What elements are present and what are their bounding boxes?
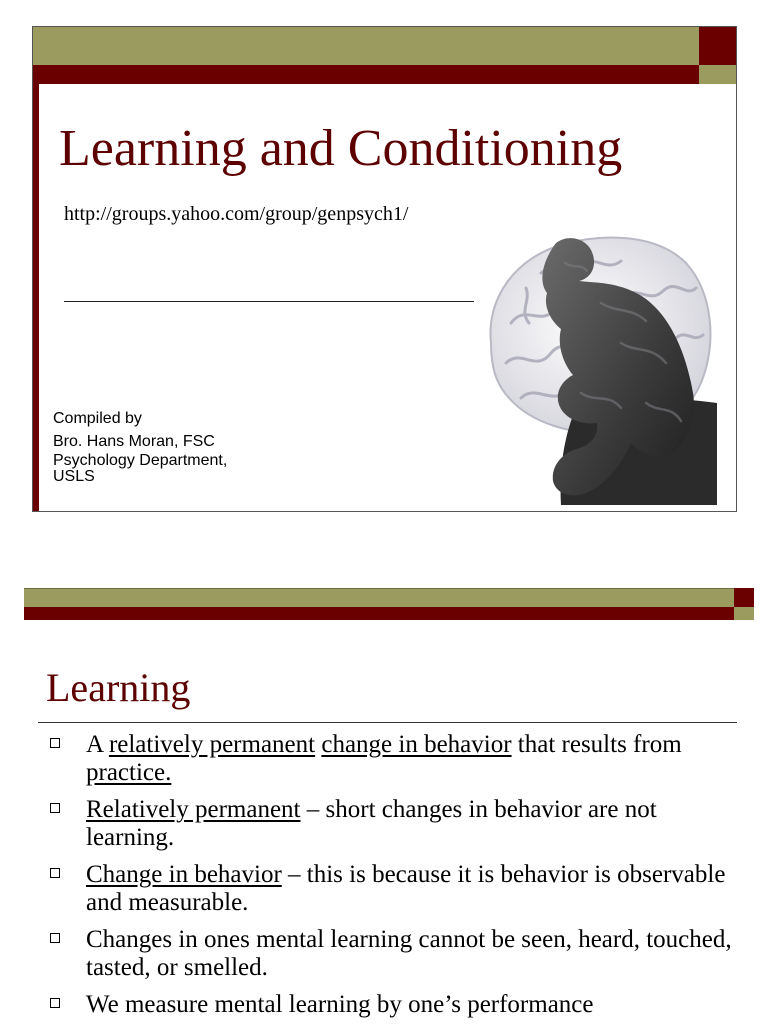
school-name: USLS — [53, 468, 95, 485]
group-url-link[interactable]: http://groups.yahoo.com/group/genpsych1/ — [64, 203, 409, 225]
underlined-term: practice. — [86, 759, 172, 786]
header-red-bar — [24, 607, 734, 620]
bullet-item — [46, 861, 746, 917]
hollow-square-bullet-icon — [50, 868, 60, 878]
title-slide — [32, 26, 737, 512]
bullet-text: – short changes in behavior are not learning. — [86, 796, 657, 851]
underlined-term: Change in behavior — [86, 861, 282, 888]
header-olive-bar — [33, 27, 699, 66]
hollow-square-bullet-icon — [50, 933, 60, 943]
slide-title: Learning — [46, 665, 191, 710]
department-name: Psychology Department, — [53, 452, 228, 469]
slide-title: Learning and Conditioning — [59, 120, 623, 177]
hollow-square-bullet-icon — [50, 803, 60, 813]
bullet-list — [46, 731, 746, 1028]
bullet-text: A — [86, 731, 109, 758]
hollow-square-bullet-icon — [50, 738, 60, 748]
thinker-brain-illustration-icon — [481, 203, 717, 505]
bullet-text: Changes in ones mental learning cannot be seen, heard, touched, tasted, or smelled. — [86, 926, 732, 981]
underlined-term: change in behavior — [321, 731, 512, 758]
bullet-text: – this is because it is behavior is observable and measurable. — [86, 861, 726, 916]
header-olive-bar — [24, 588, 734, 608]
bullet-item — [46, 731, 746, 787]
underlined-term: relatively permanent — [108, 731, 316, 758]
compiled-by-label: Compiled by — [53, 410, 142, 427]
bullet-text: We measure mental learning by one’s performance — [86, 991, 594, 1018]
header-red-bar — [33, 65, 699, 84]
header-red-square — [734, 588, 754, 607]
header-olive-square — [734, 607, 754, 620]
bullet-item — [46, 926, 746, 982]
underlined-term: Relatively permanent — [86, 796, 301, 823]
bullet-text: that results from — [511, 731, 682, 758]
author-name: Bro. Hans Moran, FSC — [53, 433, 215, 450]
credits-block — [53, 407, 227, 485]
left-red-stripe — [33, 84, 39, 512]
bullet-item — [46, 991, 746, 1019]
divider-line — [64, 301, 474, 302]
header-olive-square — [699, 65, 737, 84]
title-underline-rule — [38, 722, 737, 723]
hollow-square-bullet-icon — [50, 998, 60, 1008]
header-red-square — [699, 27, 737, 65]
bullet-item — [46, 796, 746, 852]
